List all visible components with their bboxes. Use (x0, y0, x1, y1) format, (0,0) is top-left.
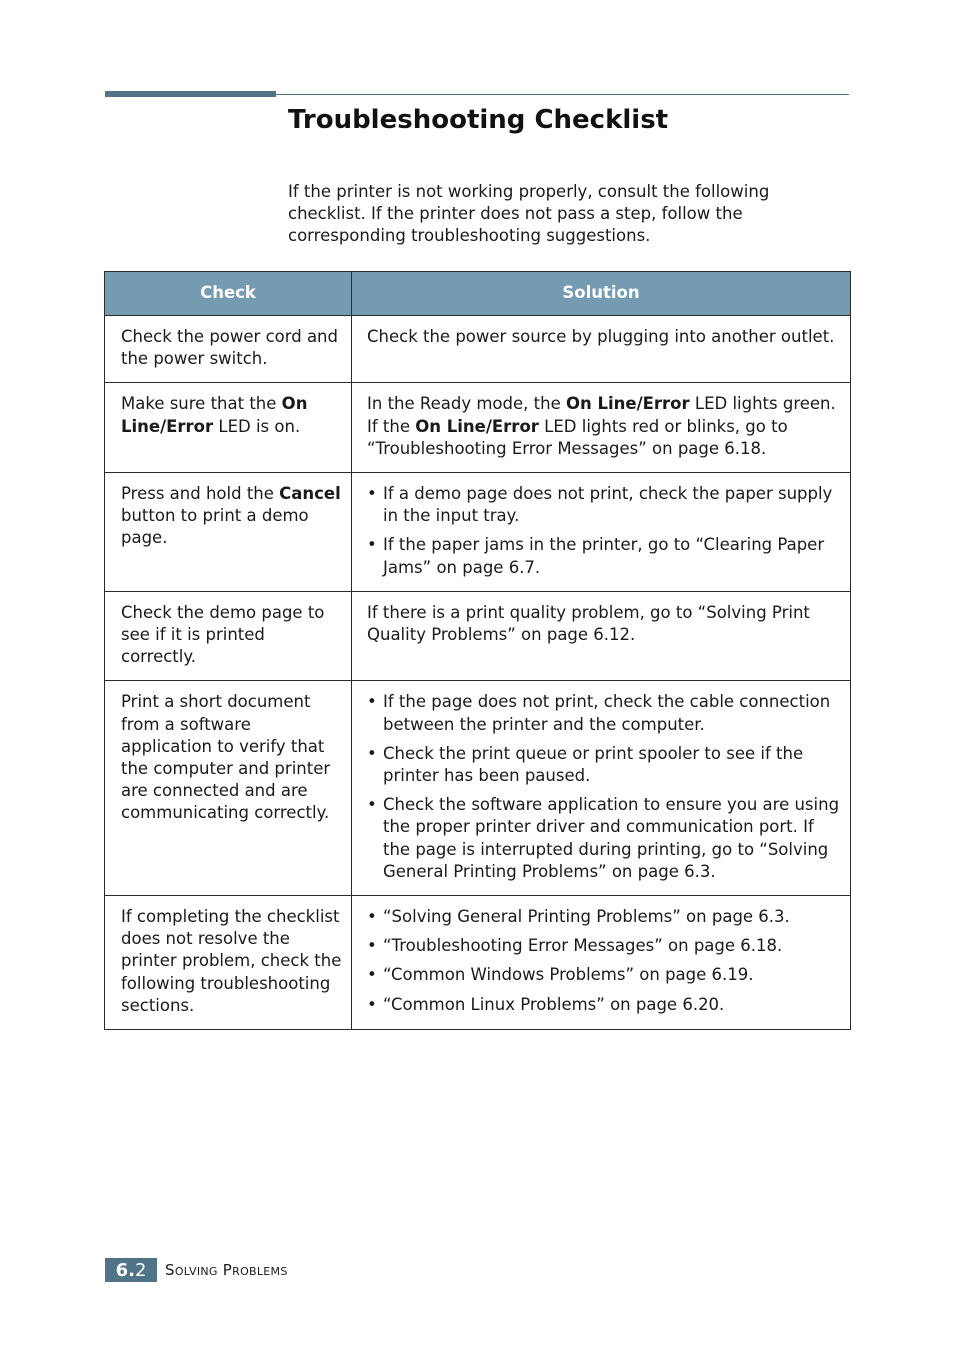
column-header-check: Check (105, 272, 352, 316)
solution-text: “Common Linux Problems” on page 6.20. (383, 994, 725, 1014)
check-text-emphasis: On Line/Error (121, 394, 308, 436)
solution-text: Check the power source by plugging into another outlet. (367, 327, 835, 346)
table-body (105, 316, 851, 1030)
solution-text-emphasis: On Line/Error (565, 394, 690, 414)
bullet-icon: • (367, 484, 377, 504)
solution-text-emphasis: On Line/Error (415, 416, 539, 436)
bullet-icon: • (367, 907, 377, 927)
check-cell (105, 896, 352, 1030)
solution-text: “Troubleshooting Error Messages” on page 6.18. (383, 936, 783, 956)
table-row (105, 896, 851, 1030)
solution-bullet-list (367, 483, 844, 579)
check-text: LED is on. (213, 416, 301, 436)
solution-bullet-item (367, 994, 844, 1016)
chapter-number: 6. (115, 1259, 135, 1281)
table-row (105, 473, 851, 592)
column-header-solution: Solution (352, 272, 851, 316)
table-row (105, 591, 851, 681)
solution-bullet-item (367, 483, 844, 527)
page-number-badge (105, 1258, 157, 1282)
solution-text: If the page does not print, check the cable connection between the printer and the computer. (383, 692, 831, 734)
bullet-icon: • (367, 795, 377, 815)
solution-text: If a demo page does not print, check the paper supply in the input tray. (383, 484, 833, 526)
bullet-icon: • (367, 965, 377, 985)
solution-bullet-list (367, 691, 844, 883)
solution-bullet-item (367, 964, 844, 986)
troubleshooting-table (104, 271, 851, 1030)
solution-bullet-item (367, 794, 844, 883)
page-title: Troubleshooting Checklist (288, 105, 669, 135)
header-rule-thin (276, 94, 849, 95)
section-name: Solving Problems (165, 1261, 288, 1279)
header-rule-thick (105, 91, 276, 97)
solution-text: LED lights green. If the (367, 394, 836, 436)
solution-cell (352, 316, 851, 383)
check-text: If completing the checklist does not resolve the printer problem, check the following troubleshooting sections. (121, 907, 342, 1015)
bullet-icon: • (367, 936, 377, 956)
check-text: button to print a demo page. (121, 506, 309, 548)
check-cell (105, 383, 352, 473)
bullet-icon: • (367, 743, 377, 763)
table-row (105, 681, 851, 896)
solution-paragraph (367, 326, 844, 348)
solution-cell (352, 473, 851, 592)
check-cell (105, 316, 352, 383)
solution-cell (352, 896, 851, 1030)
check-text: Print a short document from a software application to verify that the computer and printer are connected and are communicating correctly. (121, 692, 331, 823)
solution-text: “Solving General Printing Problems” on page 6.3. (383, 907, 790, 927)
check-text: Check the demo page to see if it is printed correctly. (121, 602, 325, 667)
bullet-icon: • (367, 692, 377, 712)
solution-bullet-list (367, 906, 844, 1016)
check-cell (105, 681, 352, 896)
solution-cell (352, 383, 851, 473)
check-text: Make sure that the (121, 394, 282, 414)
solution-text: Check the print queue or print spooler to see if the printer has been paused. (383, 743, 804, 786)
page-number: 2 (134, 1259, 147, 1281)
solution-text: “Common Windows Problems” on page 6.19. (383, 965, 754, 985)
solution-bullet-item (367, 743, 844, 787)
table-row (105, 316, 851, 383)
solution-text: If the paper jams in the printer, go to “Clearing Paper Jams” on page 6.7. (383, 535, 825, 577)
solution-bullet-item (367, 906, 844, 928)
bullet-icon: • (367, 535, 377, 555)
solution-text: In the Ready mode, the (367, 394, 566, 414)
solution-paragraph (367, 393, 844, 460)
bullet-icon: • (367, 994, 377, 1014)
solution-paragraph (367, 602, 844, 646)
page-footer (105, 1258, 288, 1282)
solution-text: If there is a print quality problem, go to “Solving Print Quality Problems” on page 6.12. (367, 602, 810, 645)
solution-bullet-item (367, 691, 844, 735)
check-text-emphasis: Cancel (279, 484, 341, 504)
table-row (105, 383, 851, 473)
check-text: Check the power cord and the power switch. (121, 327, 338, 369)
solution-cell (352, 591, 851, 681)
check-cell (105, 473, 352, 592)
solution-cell (352, 681, 851, 896)
solution-bullet-item (367, 935, 844, 957)
solution-text: LED lights red or blinks, go to “Troubleshooting Error Messages” on page 6.18. (367, 416, 788, 458)
table-header-row (105, 272, 851, 316)
solution-text: Check the software application to ensure you are using the proper printer driver and communication port. If the page is interrupted during printing, go to “Solving General Printing Problems” on page 6.3. (383, 795, 840, 881)
intro-paragraph: If the printer is not working properly, consult the following checklist. If the printer does not pass a step, follow the corresponding troubleshooting suggestions. (288, 182, 770, 246)
solution-bullet-item (367, 534, 844, 578)
check-text: Press and hold the (121, 484, 280, 504)
check-cell (105, 591, 352, 681)
